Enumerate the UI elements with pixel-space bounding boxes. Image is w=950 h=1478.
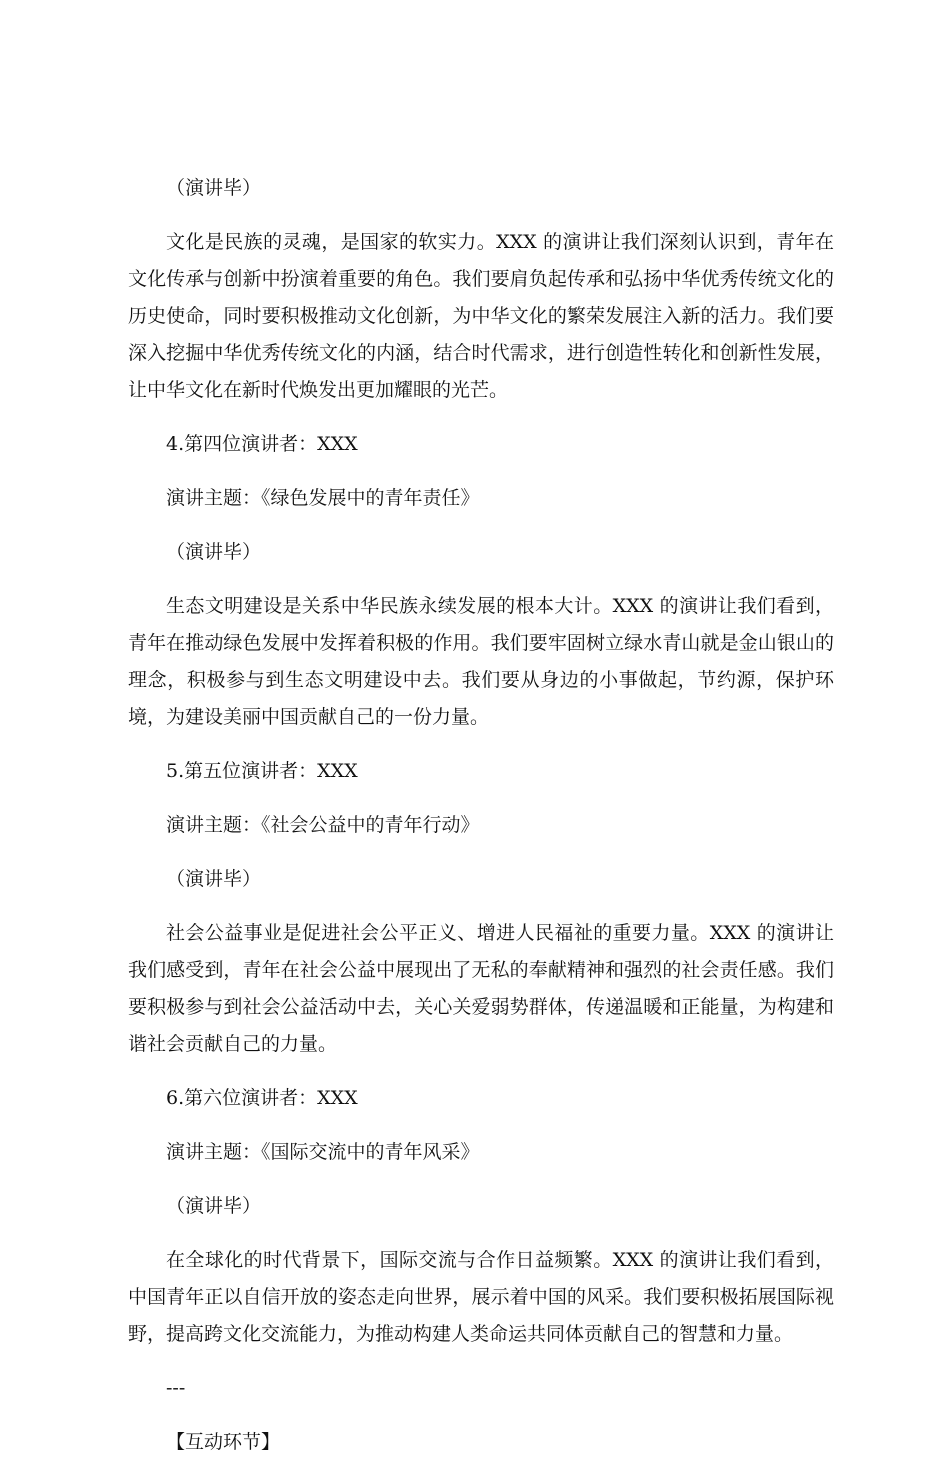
- commentary-speaker-5: 社会公益事业是促进社会公平正义、增进人民福祉的重要力量。XXX 的演讲让我们感受到，青年在社会公益中展现出了无私的奉献精神和强烈的社会责任感。我们要积极参与到社会公益活动中去，关心关爱弱势群体，传递温暖和正能量，为构建和谐社会贡献自己的力量。: [128, 922, 834, 1055]
- commentary-speaker-4: 生态文明建设是关系中华民族永续发展的根本大计。XXX 的演讲让我们看到，青年在推动绿色发展中发挥着积极的作用。我们要牢固树立绿水青山就是金山银山的理念，积极参与到生态文明建设中去。我们要从身边的小事做起，节约源，保护环境，为建设美丽中国贡献自己的一份力量。: [128, 595, 834, 728]
- interaction-section-heading: 【互动环节】: [166, 1431, 281, 1453]
- commentary-speaker-3: 文化是民族的灵魂，是国家的软实力。XXX 的演讲让我们深刻认识到，青年在文化传承与创新中扮演着重要的角色。我们要肩负起传承和弘扬中华优秀传统文化的历史使命，同时要积极推动文化创新，为中华文化的繁荣发展注入新的活力。我们要深入挖掘中华优秀传统文化的内涵，结合时代需求，进行创造性转化和创新性发展，让中华文化在新时代焕发出更加耀眼的光芒。: [128, 231, 834, 401]
- speaker-5-heading: 5.第五位演讲者：XXX: [166, 760, 358, 782]
- commentary-speaker-6: 在全球化的时代背景下，国际交流与合作日益频繁。XXX 的演讲让我们看到，中国青年正以自信开放的姿态走向世界，展示着中国的风采。我们要积极拓展国际视野，提高跨文化交流能力，为推动构建人类命运共同体贡献自己的智慧和力量。: [128, 1249, 834, 1345]
- speech-end-note-6: （演讲毕）: [166, 1195, 262, 1217]
- speaker-6-topic: 演讲主题：《国际交流中的青年风采》: [166, 1141, 480, 1163]
- section-separator: ---: [166, 1377, 186, 1399]
- speech-end-note-3: （演讲毕）: [166, 177, 262, 199]
- speaker-4-heading: 4.第四位演讲者：XXX: [166, 433, 358, 455]
- document-body: [128, 170, 834, 1478]
- speaker-5-topic: 演讲主题：《社会公益中的青年行动》: [166, 814, 480, 836]
- speech-end-note-4: （演讲毕）: [166, 541, 262, 563]
- speech-end-note-5: （演讲毕）: [166, 868, 262, 890]
- speaker-6-heading: 6.第六位演讲者：XXX: [166, 1087, 358, 1109]
- speaker-4-topic: 演讲主题：《绿色发展中的青年责任》: [166, 487, 480, 509]
